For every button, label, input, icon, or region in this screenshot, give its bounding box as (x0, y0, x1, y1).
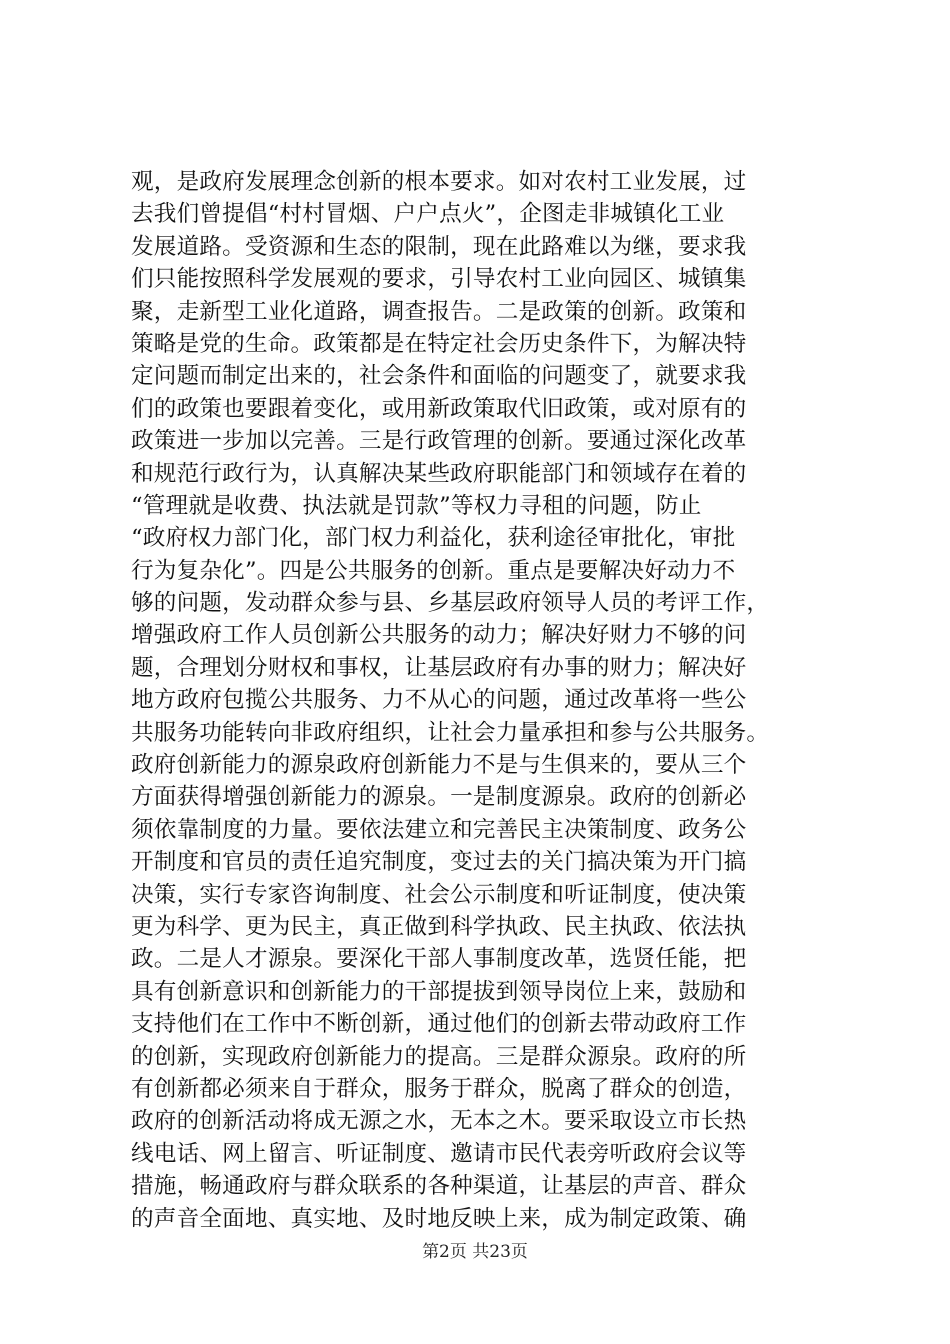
text-line: 够的问题，发动群众参与县、乡基层政府领导人员的考评工作， (131, 590, 770, 617)
text-line: 聚，走新型工业化道路，调查报告。二是政策的创新。政策和 (131, 298, 747, 325)
text-line: 和规范行政行为，认真解决某些政府职能部门和领域存在着的 (131, 460, 747, 487)
text-line: 题，合理划分财权和事权，让基层政府有办事的财力；解决好 (131, 654, 747, 681)
text-line: 的声音全面地、真实地、及时地反映上来，成为制定政策、确 (131, 1205, 747, 1232)
text-line: 定问题而制定出来的，社会条件和面临的问题变了，就要求我 (131, 363, 747, 390)
text-line: 具有创新意识和创新能力的干部提拔到领导岗位上来，鼓励和 (131, 978, 747, 1005)
text-line: 政。二是人才源泉。要深化干部人事制度改革，选贤任能，把 (131, 946, 747, 973)
text-line: 观，是政府发展理念创新的根本要求。如对农村工业发展，过 (131, 169, 747, 195)
text-line: 有创新都必须来自于群众，服务于群众，脱离了群众的创造， (131, 1075, 747, 1102)
text-line: 措施，畅通政府与群众联系的各种渠道，让基层的声音、群众 (131, 1173, 747, 1200)
text-line: 的创新，实现政府创新能力的提高。三是群众源泉。政府的所 (131, 1043, 747, 1070)
text-line: 策略是党的生命。政策都是在特定社会历史条件下，为解决特 (131, 330, 747, 357)
page-number-footer: 第2页 共23页 (422, 1242, 528, 1262)
text-line: 发展道路。受资源和生态的限制，现在此路难以为继，要求我 (131, 233, 747, 260)
text-line: 开制度和官员的责任追究制度，变过去的关门搞决策为开门搞 (131, 849, 747, 876)
text-line: 方面获得增强创新能力的源泉。一是制度源泉。政府的创新必 (131, 784, 747, 811)
text-line: 更为科学、更为民主，真正做到科学执政、民主执政、依法执 (131, 913, 747, 940)
text-line: 支持他们在工作中不断创新，通过他们的创新去带动政府工作 (131, 1011, 747, 1038)
body-text (131, 166, 831, 1235)
text-line: 政策进一步加以完善。三是行政管理的创新。要通过深化改革 (131, 428, 747, 455)
text-line: 须依靠制度的力量。要依法建立和完善民主决策制度、政务公 (131, 816, 747, 843)
text-line: 政府创新能力的源泉政府创新能力不是与生俱来的，要从三个 (131, 752, 747, 779)
text-line: 去我们曾提倡“村村冒烟、户户点火”，企图走非城镇化工业 (131, 201, 725, 228)
text-line: 们只能按照科学发展观的要求，引导农村工业向园区、城镇集 (131, 266, 747, 293)
text-line: “管理就是收费、执法就是罚款”等权力寻租的问题，防止 (131, 492, 702, 519)
text-line: 决策，实行专家咨询制度、社会公示制度和听证制度，使决策 (131, 881, 747, 908)
text-line: 增强政府工作人员创新公共服务的动力；解决好财力不够的问 (131, 622, 747, 649)
text-line: 线电话、网上留言、听证制度、邀请市民代表旁听政府会议等 (131, 1140, 747, 1167)
text-line: 们的政策也要跟着变化，或用新政策取代旧政策，或对原有的 (131, 395, 747, 422)
text-line: 行为复杂化”。四是公共服务的创新。重点是要解决好动力不 (131, 557, 736, 584)
text-line: 地方政府包揽公共服务、力不从心的问题，通过改革将一些公 (131, 687, 747, 714)
text-line: “政府权力部门化，部门权力利益化，获利途径审批化，审批 (131, 525, 736, 552)
text-line: 政府的创新活动将成无源之水，无本之木。要采取设立市长热 (131, 1108, 747, 1135)
text-line: 共服务功能转向非政府组织，让社会力量承担和参与公共服务。 (131, 719, 770, 746)
